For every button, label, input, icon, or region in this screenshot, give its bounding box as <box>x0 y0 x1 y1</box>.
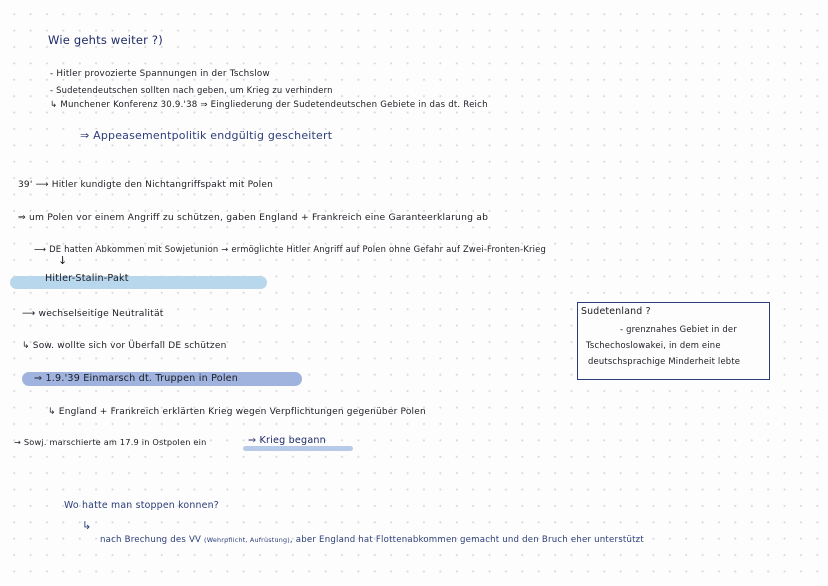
note-line: - Hitler provozierte Spannungen in der Tschslow <box>50 69 270 79</box>
down-arrow: ↓ <box>58 254 68 267</box>
note-line: 39' ⟶ Hitler kundigte den Nichtangriffspakt mit Polen <box>18 180 273 190</box>
invasion-line: ⇒ 1.9.'39 Einmarsch dt. Truppen in Polen <box>34 373 239 384</box>
definition-line: deutschsprachige Minderheit lebte <box>588 356 741 366</box>
answer-arrow: ↳ <box>82 519 92 532</box>
definition-box <box>577 302 770 380</box>
note-line: ⟶ DE hatten Abkommen mit Sowjetunion → ermöglichte Hitler Angriff auf Polen ohne Gefahr auf Zwei-Fronten-Krieg <box>34 244 547 254</box>
definition-line: - grenznahes Gebiet in der <box>620 324 737 334</box>
answer-start: nach Brechung des VV <box>100 535 202 545</box>
conclusion-line: ⇒ Appeasementpolitik endgültig gescheitert <box>80 129 333 142</box>
answer-end: , aber England hat Flottenabkommen gemacht und den Bruch eher unterstützt <box>289 535 644 545</box>
question-line: Wo hatte man stoppen konnen? <box>64 500 219 511</box>
note-line: ↳ England + Frankreich erklärten Krieg wegen Verpflichtungen gegenüber Polen <box>48 407 426 417</box>
note-line: → Sowj. marschierte am 17.9 in Ostpolen ein <box>14 437 207 447</box>
pact-label: Hitler-Stalin-Pakt <box>45 273 129 284</box>
note-line: ↳ Sow. wollte sich vor Überfall DE schützen <box>22 341 227 351</box>
war-began-label: ⇒ Krieg begann <box>248 435 326 446</box>
note-line: ⟶ wechselseitige Neutralität <box>22 308 164 319</box>
answer-line <box>100 534 644 546</box>
page-title: Wie gehts weiter ?) <box>48 33 163 47</box>
definition-line: Tschechoslowakei, in dem eine <box>586 340 721 350</box>
note-line: - Sudetendeutschen sollten nach geben, um Krieg zu verhindern <box>50 85 333 95</box>
definition-term: Sudetenland ? <box>581 306 651 317</box>
note-line: ⇒ um Polen vor einem Angriff zu schützen, gaben England + Frankreich eine Garanteerklarung ab <box>18 212 489 223</box>
note-line: ↳ Munchener Konferenz 30.9.'38 ⇒ Eingliederung der Sudetendeutschen Gebiete in das dt. Reich <box>50 100 488 110</box>
answer-note: (Wehrpflicht, Aufrüstung) <box>204 536 290 544</box>
